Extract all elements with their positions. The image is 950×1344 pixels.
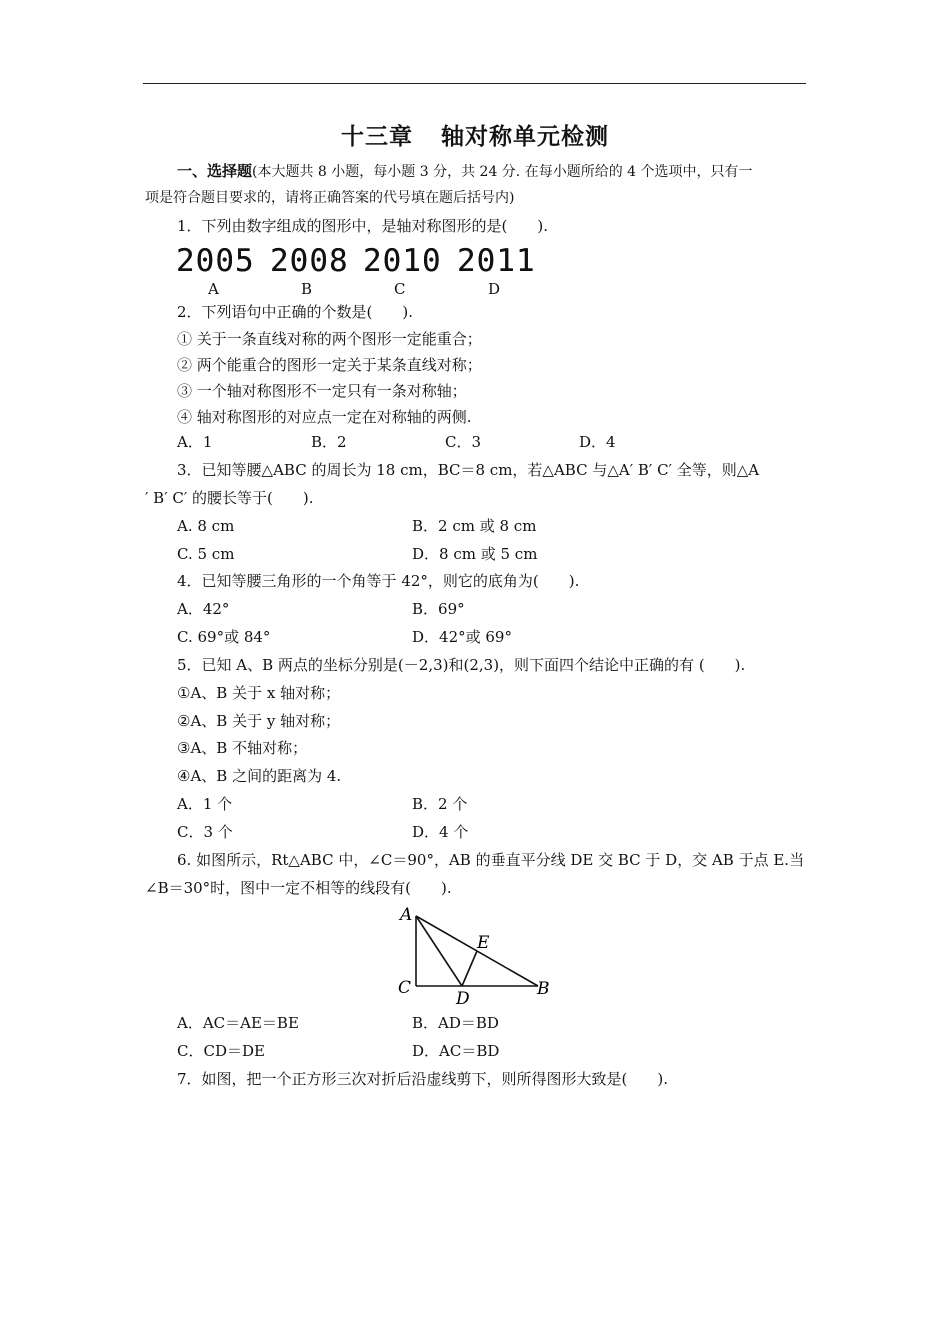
q6-option-b: B．AD＝BD bbox=[412, 1014, 499, 1032]
q6-stem-line1: 6. 如图所示，Rt△ABC 中，∠C＝90°，AB 的垂直平分线 DE 交 BC 于 D，交 AB 于点 E.当 bbox=[177, 851, 805, 869]
q4-option-b: B．69° bbox=[412, 600, 465, 618]
q6-option-d: D．AC＝BD bbox=[412, 1042, 500, 1060]
q5-option-d: D．4 个 bbox=[412, 823, 469, 841]
q5-statement: ②A、B 关于 y 轴对称； bbox=[177, 712, 341, 730]
q4-option-d: D．42°或 69° bbox=[412, 628, 512, 646]
q6-option-a: A．AC＝AE＝BE bbox=[177, 1014, 299, 1032]
q2-stem: 2．下列语句中正确的个数是( ). bbox=[177, 303, 414, 321]
vertex-label-c: C bbox=[398, 978, 412, 998]
q2-statement: ② 两个能重合的图形一定关于某条直线对称； bbox=[177, 356, 482, 374]
q5-option-c: C．3 个 bbox=[177, 823, 233, 841]
q6-triangle-figure bbox=[390, 900, 560, 1010]
q7-stem: 7．如图，把一个正方形三次对折后沿虚线剪下，则所得图形大致是( ). bbox=[177, 1070, 669, 1088]
q2-option-b: B．2 bbox=[311, 433, 347, 451]
q5-option-a: A．1 个 bbox=[177, 795, 233, 813]
q3-stem-line1: 3．已知等腰△ABC 的周长为 18 cm，BC＝8 cm，若△ABC 与△A′ B′ C′ 全等，则△A bbox=[177, 461, 760, 479]
q5-stem: 5．已知 A、B 两点的坐标分别是(－2,3)和(2,3)，则下面四个结论中正确的有 ( ). bbox=[177, 656, 746, 674]
q3-stem-line2: ′ B′ C′ 的腰长等于( ). bbox=[145, 489, 314, 507]
vertex-label-b: B bbox=[537, 979, 550, 999]
q2-option-c: C．3 bbox=[445, 433, 482, 451]
q3-option-a: A. 8 cm bbox=[177, 517, 235, 535]
q4-stem: 4．已知等腰三角形的一个角等于 42°，则它的底角为( ). bbox=[177, 572, 580, 590]
q3-option-b: B．2 cm 或 8 cm bbox=[412, 517, 537, 535]
q2-statement: ① 关于一条直线对称的两个图形一定能重合； bbox=[177, 330, 482, 348]
segment-ad bbox=[416, 916, 462, 986]
q1-figure-b: 2008 bbox=[270, 243, 349, 279]
q5-statement: ①A、B 关于 x 轴对称； bbox=[177, 684, 341, 702]
section-note-1: (本大题共 8 小题，每小题 3 分，共 24 分. 在每小题所给的 4 个选项中，只有一 bbox=[252, 164, 753, 180]
q6-stem-line2: ∠B＝30°时，图中一定不相等的线段有( ). bbox=[145, 879, 452, 897]
section-heading bbox=[177, 161, 753, 182]
q5-statement: ③A、B 不轴对称； bbox=[177, 739, 308, 757]
q4-option-a: A．42° bbox=[177, 600, 230, 618]
q1-label-b: B bbox=[301, 280, 313, 298]
title-topic: 轴对称单元检测 bbox=[441, 124, 609, 150]
header-rule bbox=[143, 83, 806, 84]
q5-statement: ④A、B 之间的距离为 4. bbox=[177, 767, 342, 785]
q2-option-a: A．1 bbox=[177, 433, 213, 451]
page-title bbox=[0, 118, 950, 151]
q3-option-c: C. 5 cm bbox=[177, 545, 235, 563]
q3-option-d: D．8 cm 或 5 cm bbox=[412, 545, 538, 563]
q1-stem: 1．下列由数字组成的图形中，是轴对称图形的是( ). bbox=[177, 217, 549, 235]
q1-figure-d: 2011 bbox=[457, 243, 536, 279]
section-title: 一、选择题 bbox=[177, 162, 253, 180]
vertex-label-e: E bbox=[477, 933, 490, 953]
q5-option-b: B．2 个 bbox=[412, 795, 468, 813]
q2-option-d: D．4 bbox=[579, 433, 616, 451]
vertex-label-a: A bbox=[400, 905, 413, 925]
q2-statement: ③ 一个轴对称图形不一定只有一条对称轴； bbox=[177, 382, 467, 400]
q1-label-d: D bbox=[488, 280, 501, 298]
vertex-label-d: D bbox=[456, 989, 470, 1009]
segment-de bbox=[462, 951, 477, 986]
q1-label-c: C bbox=[394, 280, 406, 298]
q6-option-c: C．CD＝DE bbox=[177, 1042, 265, 1060]
q1-figure-a: 2005 bbox=[176, 243, 255, 279]
section-note-2: 项是符合题目要求的，请将正确答案的代号填在题后括号内) bbox=[145, 190, 515, 206]
q1-figure-c: 2010 bbox=[363, 243, 442, 279]
q1-label-a: A bbox=[208, 280, 219, 298]
q2-statement: ④ 轴对称图形的对应点一定在对称轴的两侧. bbox=[177, 408, 472, 426]
title-chapter: 十三章 bbox=[341, 124, 413, 150]
q4-option-c: C. 69°或 84° bbox=[177, 628, 271, 646]
